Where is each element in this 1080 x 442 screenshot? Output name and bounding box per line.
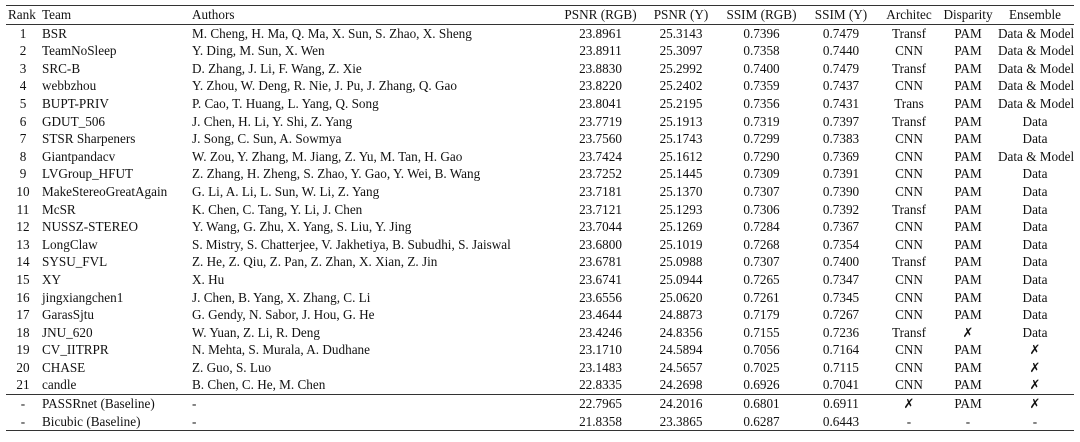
cell-authors: Z. Guo, S. Luo <box>192 359 272 375</box>
cell-ssim-rgb: 0.7268 <box>743 236 780 252</box>
cell-architecture: CNN <box>895 43 923 59</box>
cell-psnr-y: 25.0988 <box>659 254 703 270</box>
cell-psnr-y: 25.1612 <box>659 148 703 164</box>
cell-rank: 12 <box>16 219 30 235</box>
cell-rank: 4 <box>19 78 27 94</box>
cell-rank: 21 <box>16 377 30 393</box>
cell-disparity: ✗ <box>962 324 974 340</box>
cell-ssim-rgb: 0.7319 <box>743 113 780 129</box>
header-rank: Rank <box>6 6 40 25</box>
cell-ensemble: Data <box>1022 131 1048 147</box>
cell-ssim-y: 0.7397 <box>822 113 860 129</box>
table-row <box>6 113 1074 131</box>
cell-disparity: PAM <box>954 201 982 217</box>
cell-ssim-rgb: 0.7179 <box>743 307 780 323</box>
cell-psnr-y: 25.2402 <box>659 78 703 94</box>
cell-rank: 16 <box>16 289 30 305</box>
cell-rank: 11 <box>16 201 30 217</box>
table-row <box>6 289 1074 307</box>
baseline-row <box>6 395 1074 413</box>
cell-rank: 18 <box>16 324 30 340</box>
cell-team: Giantpandacv <box>42 148 116 164</box>
cell-ensemble: Data <box>1022 236 1048 252</box>
cell-rank: 6 <box>19 113 27 129</box>
cell-architecture: CNN <box>895 148 923 164</box>
cell-team: Bicubic (Baseline) <box>42 413 141 429</box>
table-row <box>6 95 1074 113</box>
cell-ssim-y: 0.7369 <box>822 148 860 164</box>
table-row <box>6 341 1074 359</box>
cell-disparity: PAM <box>954 183 982 199</box>
cell-ensemble: ✗ <box>1029 359 1041 375</box>
cell-psnr-rgb: 23.6781 <box>579 254 622 270</box>
cell-disparity: PAM <box>954 78 982 94</box>
cell-ssim-rgb: 0.7299 <box>743 131 780 147</box>
cell-authors: Y. Ding, M. Sun, X. Wen <box>192 43 325 59</box>
cell-ssim-y: 0.7115 <box>823 359 859 375</box>
cell-psnr-y: 25.1913 <box>659 113 703 129</box>
cell-ssim-rgb: 0.7056 <box>743 342 780 358</box>
cell-ensemble: Data & Model <box>998 78 1074 94</box>
cell-rank: 19 <box>16 342 30 358</box>
header-ensemble: Ensemble <box>996 6 1074 25</box>
cell-rank: 2 <box>19 43 27 59</box>
table-row <box>6 253 1074 271</box>
cell-team: GarasSjtu <box>42 307 95 323</box>
cell-ensemble: Data & Model <box>998 95 1074 111</box>
cell-architecture: CNN <box>895 183 923 199</box>
cell-psnr-rgb: 23.8220 <box>579 78 622 94</box>
cell-ssim-rgb: 0.7307 <box>743 183 780 199</box>
cell-psnr-rgb: 23.4644 <box>579 307 622 323</box>
cell-ssim-rgb: 0.7306 <box>743 201 780 217</box>
cell-team: CHASE <box>42 359 86 375</box>
cell-architecture: Trans <box>894 95 924 111</box>
cell-authors: Z. Zhang, H. Zheng, S. Zhao, Y. Gao, Y. Wei, B. Wang <box>192 166 481 182</box>
cell-team: JNU_620 <box>42 324 93 340</box>
cell-ssim-y: 0.7437 <box>822 78 860 94</box>
cell-psnr-y: 25.1269 <box>659 219 703 235</box>
cell-architecture: Transf <box>892 324 926 340</box>
results-table <box>6 5 1074 431</box>
cell-ssim-y: 0.6443 <box>822 413 860 429</box>
cell-disparity: - <box>965 413 971 429</box>
cell-psnr-y: 25.3143 <box>659 25 703 41</box>
cell-authors: - <box>190 395 558 413</box>
header-architecture: Architec <box>878 6 940 25</box>
table-row <box>6 359 1074 377</box>
cell-team: candle <box>42 377 77 393</box>
table-row <box>6 60 1074 78</box>
cell-rank: 14 <box>16 254 30 270</box>
cell-ensemble: Data <box>1022 254 1048 270</box>
table-row <box>6 42 1074 60</box>
cell-psnr-rgb: 23.8041 <box>579 95 622 111</box>
cell-rank: 1 <box>19 25 27 41</box>
cell-architecture: CNN <box>895 131 923 147</box>
cell-ssim-y: 0.7440 <box>822 43 860 59</box>
cell-ssim-y: 0.7345 <box>822 289 860 305</box>
cell-rank: 5 <box>19 95 27 111</box>
cell-team: SYSU_FVL <box>42 254 108 270</box>
cell-disparity: PAM <box>954 131 982 147</box>
cell-architecture: Transf <box>892 25 926 41</box>
header-row <box>6 6 1074 25</box>
cell-architecture: - <box>906 413 912 429</box>
cell-team: webbzhou <box>42 78 97 94</box>
cell-ensemble: Data <box>1022 289 1048 305</box>
cell-architecture: CNN <box>895 359 923 375</box>
cell-ensemble: Data & Model <box>998 148 1074 164</box>
cell-team: jingxiangchen1 <box>42 289 124 305</box>
cell-psnr-rgb: 21.8358 <box>579 413 622 429</box>
cell-rank: 9 <box>19 166 27 182</box>
cell-psnr-rgb: 23.6741 <box>579 271 622 287</box>
cell-ensemble: Data <box>1022 166 1048 182</box>
cell-rank: 13 <box>16 236 30 252</box>
cell-disparity: PAM <box>954 166 982 182</box>
cell-ensemble: Data & Model <box>998 25 1074 41</box>
table-row <box>6 271 1074 289</box>
cell-ssim-y: 0.7347 <box>822 271 860 287</box>
cell-psnr-rgb: 23.7044 <box>579 219 622 235</box>
cell-psnr-y: 23.3865 <box>659 413 703 429</box>
cell-psnr-y: 25.0944 <box>659 271 703 287</box>
cell-ssim-rgb: 0.7290 <box>743 148 780 164</box>
cell-team: MakeStereoGreatAgain <box>42 183 168 199</box>
cell-psnr-rgb: 23.1710 <box>579 342 622 358</box>
baseline-row <box>6 413 1074 431</box>
cell-authors: N. Mehta, S. Murala, A. Dudhane <box>192 342 370 358</box>
cell-authors: X. Hu <box>192 271 225 287</box>
cell-disparity: PAM <box>954 95 982 111</box>
cell-psnr-y: 25.1370 <box>659 183 703 199</box>
cell-authors: Z. He, Z. Qiu, Z. Pan, Z. Zhan, X. Xian, Z. Jin <box>192 254 438 270</box>
cell-psnr-rgb: 23.7252 <box>579 166 622 182</box>
header-ssim-rgb: SSIM (RGB) <box>719 6 804 25</box>
table-row <box>6 165 1074 183</box>
cell-authors: G. Li, A. Li, L. Sun, W. Li, Z. Yang <box>192 183 380 199</box>
cell-ssim-rgb: 0.7400 <box>743 60 780 76</box>
cell-psnr-rgb: 23.6800 <box>579 236 622 252</box>
cell-psnr-y: 25.1019 <box>659 236 703 252</box>
cell-ssim-y: 0.7479 <box>822 60 860 76</box>
cell-rank: 20 <box>16 359 30 375</box>
header-authors: Authors <box>190 6 558 25</box>
cell-ensemble: ✗ <box>996 395 1074 413</box>
cell-disparity: PAM <box>954 289 982 305</box>
table-row <box>6 201 1074 219</box>
cell-architecture: CNN <box>895 271 923 287</box>
cell-authors: B. Chen, C. He, M. Chen <box>192 377 326 393</box>
cell-authors: Y. Wang, G. Zhu, X. Yang, S. Liu, Y. Jing <box>192 219 412 235</box>
cell-psnr-rgb: 23.7560 <box>579 131 622 147</box>
cell-disparity: PAM <box>954 219 982 235</box>
header-psnr-rgb: PSNR (RGB) <box>558 6 643 25</box>
table-row <box>6 24 1074 42</box>
cell-ensemble: Data <box>1022 324 1048 340</box>
cell-disparity: PAM <box>954 342 982 358</box>
cell-ensemble: Data & Model <box>998 60 1074 76</box>
cell-disparity: PAM <box>954 148 982 164</box>
cell-architecture: CNN <box>895 342 923 358</box>
cell-team: GDUT_506 <box>42 113 106 129</box>
cell-psnr-y: 25.0620 <box>659 289 703 305</box>
cell-ensemble: ✗ <box>1029 377 1041 393</box>
cell-psnr-rgb: 23.8830 <box>579 60 622 76</box>
cell-authors: P. Cao, T. Huang, L. Yang, Q. Song <box>192 95 379 111</box>
cell-authors: D. Zhang, J. Li, F. Wang, Z. Xie <box>192 60 362 76</box>
cell-ssim-rgb: 0.7309 <box>743 166 780 182</box>
cell-team: BSR <box>42 25 67 41</box>
cell-architecture: Transf <box>892 201 926 217</box>
cell-ensemble: Data <box>1022 307 1048 323</box>
cell-psnr-y: 25.2195 <box>659 95 703 111</box>
cell-disparity: PAM <box>954 271 982 287</box>
cell-ssim-rgb: 0.6287 <box>743 413 780 429</box>
table-row <box>6 148 1074 166</box>
cell-psnr-rgb: 23.7181 <box>579 183 622 199</box>
cell-ssim-y: 0.7354 <box>822 236 860 252</box>
cell-rank: 17 <box>16 307 30 323</box>
cell-ensemble: ✗ <box>1029 342 1041 358</box>
cell-team: TeamNoSleep <box>42 43 117 59</box>
cell-psnr-rgb: 22.7965 <box>558 395 643 413</box>
cell-ensemble: Data <box>1022 183 1048 199</box>
cell-disparity: PAM <box>954 236 982 252</box>
cell-rank: - <box>20 413 26 429</box>
cell-ensemble: - <box>1032 413 1038 429</box>
cell-psnr-y: 24.5657 <box>659 359 703 375</box>
cell-ssim-rgb: 0.6801 <box>719 395 804 413</box>
cell-rank: - <box>6 395 40 413</box>
cell-disparity: PAM <box>954 113 982 129</box>
cell-team: STSR Sharpeners <box>42 131 136 147</box>
cell-authors: S. Mistry, S. Chatterjee, V. Jakhetiya, B. Subudhi, S. Jaiswal <box>192 236 511 252</box>
cell-ensemble: Data <box>1022 271 1048 287</box>
cell-disparity: PAM <box>954 60 982 76</box>
cell-rank: 7 <box>19 131 27 147</box>
cell-disparity: PAM <box>954 43 982 59</box>
cell-ssim-y: 0.6911 <box>804 395 878 413</box>
cell-psnr-rgb: 23.7121 <box>579 201 622 217</box>
cell-ssim-rgb: 0.7265 <box>743 271 780 287</box>
cell-architecture: Transf <box>892 60 926 76</box>
cell-rank: 10 <box>16 183 30 199</box>
cell-psnr-y: 25.1445 <box>659 166 703 182</box>
cell-ssim-y: 0.7236 <box>822 324 860 340</box>
cell-rank: 8 <box>19 148 27 164</box>
cell-authors: J. Chen, B. Yang, X. Zhang, C. Li <box>192 289 371 305</box>
cell-ssim-y: 0.7383 <box>822 131 860 147</box>
cell-ssim-y: 0.7367 <box>822 219 860 235</box>
cell-architecture: CNN <box>895 377 923 393</box>
cell-psnr-rgb: 23.4246 <box>579 324 622 340</box>
table-body <box>6 24 1074 431</box>
cell-architecture: Transf <box>892 113 926 129</box>
cell-authors: - <box>192 413 197 429</box>
cell-ssim-y: 0.7392 <box>822 201 860 217</box>
cell-ssim-rgb: 0.6926 <box>743 377 780 393</box>
cell-authors: J. Song, C. Sun, A. Sowmya <box>192 131 342 147</box>
cell-psnr-y: 24.8356 <box>659 324 703 340</box>
table-row <box>6 77 1074 95</box>
header-ssim-y: SSIM (Y) <box>804 6 878 25</box>
cell-team: LVGroup_HFUT <box>42 166 134 182</box>
cell-psnr-y: 25.2992 <box>659 60 703 76</box>
cell-psnr-y: 24.8873 <box>659 307 703 323</box>
cell-ensemble: Data & Model <box>998 43 1074 59</box>
table-row <box>6 218 1074 236</box>
cell-psnr-rgb: 22.8335 <box>579 377 622 393</box>
cell-team: McSR <box>42 201 76 217</box>
cell-ssim-rgb: 0.7261 <box>743 289 780 305</box>
cell-architecture: CNN <box>895 307 923 323</box>
cell-psnr-rgb: 23.7424 <box>579 148 622 164</box>
cell-ssim-y: 0.7267 <box>822 307 860 323</box>
cell-architecture: CNN <box>895 219 923 235</box>
cell-ensemble: Data <box>1022 219 1048 235</box>
cell-authors: Y. Zhou, W. Deng, R. Nie, J. Pu, J. Zhang, Q. Gao <box>192 78 457 94</box>
cell-authors: W. Zou, Y. Zhang, M. Jiang, Z. Yu, M. Tan, H. Gao <box>192 148 463 164</box>
table-row <box>6 376 1074 394</box>
cell-psnr-rgb: 23.1483 <box>579 359 622 375</box>
cell-ssim-rgb: 0.7307 <box>743 254 780 270</box>
cell-authors: J. Chen, H. Li, Y. Shi, Z. Yang <box>192 113 353 129</box>
cell-disparity: PAM <box>940 395 996 413</box>
cell-authors: M. Cheng, H. Ma, Q. Ma, X. Sun, S. Zhao, X. Sheng <box>192 25 472 41</box>
cell-psnr-y: 25.3097 <box>659 43 703 59</box>
cell-rank: 3 <box>19 60 27 76</box>
cell-team: XY <box>42 271 62 287</box>
cell-ssim-y: 0.7390 <box>822 183 860 199</box>
cell-ssim-rgb: 0.7025 <box>743 359 780 375</box>
cell-ssim-y: 0.7431 <box>822 95 860 111</box>
cell-ssim-y: 0.7391 <box>822 166 860 182</box>
cell-psnr-y: 25.1743 <box>659 131 703 147</box>
cell-disparity: PAM <box>954 254 982 270</box>
header-disparity: Disparity <box>940 6 996 25</box>
cell-psnr-rgb: 23.7719 <box>579 113 622 129</box>
cell-authors: W. Yuan, Z. Li, R. Deng <box>192 324 320 340</box>
cell-ensemble: Data <box>1022 201 1048 217</box>
cell-ssim-y: 0.7041 <box>822 377 860 393</box>
cell-psnr-y: 24.2016 <box>643 395 719 413</box>
cell-ssim-rgb: 0.7396 <box>743 25 780 41</box>
cell-disparity: PAM <box>954 359 982 375</box>
cell-ssim-y: 0.7400 <box>822 254 860 270</box>
cell-psnr-rgb: 23.8911 <box>579 43 622 59</box>
cell-team: LongClaw <box>42 236 98 252</box>
cell-architecture: CNN <box>895 78 923 94</box>
cell-ssim-rgb: 0.7284 <box>743 219 780 235</box>
cell-ssim-rgb: 0.7358 <box>743 43 780 59</box>
cell-ssim-rgb: 0.7356 <box>743 95 780 111</box>
cell-architecture: CNN <box>895 236 923 252</box>
table-row <box>6 324 1074 342</box>
cell-team: PASSRnet (Baseline) <box>40 395 190 413</box>
header-team: Team <box>40 6 190 25</box>
cell-ssim-y: 0.7164 <box>822 342 860 358</box>
cell-team: BUPT-PRIV <box>42 95 109 111</box>
table-header <box>6 6 1074 25</box>
cell-authors: G. Gendy, N. Sabor, J. Hou, G. He <box>192 307 375 323</box>
header-psnr-y: PSNR (Y) <box>643 6 719 25</box>
cell-authors: K. Chen, C. Tang, Y. Li, J. Chen <box>192 201 363 217</box>
cell-architecture: ✗ <box>878 395 940 413</box>
cell-psnr-y: 24.5894 <box>659 342 703 358</box>
table-row <box>6 183 1074 201</box>
cell-psnr-y: 24.2698 <box>659 377 703 393</box>
cell-psnr-rgb: 23.8961 <box>579 25 622 41</box>
cell-psnr-rgb: 23.6556 <box>579 289 622 305</box>
cell-disparity: PAM <box>954 25 982 41</box>
table-row <box>6 130 1074 148</box>
cell-disparity: PAM <box>954 377 982 393</box>
cell-architecture: CNN <box>895 166 923 182</box>
cell-ssim-rgb: 0.7359 <box>743 78 780 94</box>
cell-architecture: CNN <box>895 289 923 305</box>
cell-team: SRC-B <box>42 60 81 76</box>
cell-team: CV_IITRPR <box>42 342 109 358</box>
cell-architecture: Transf <box>892 254 926 270</box>
cell-disparity: PAM <box>954 307 982 323</box>
cell-ensemble: Data <box>1022 113 1048 129</box>
table-row <box>6 236 1074 254</box>
cell-rank: 15 <box>16 271 30 287</box>
cell-team: NUSSZ-STEREO <box>42 219 138 235</box>
cell-ssim-y: 0.7479 <box>822 25 860 41</box>
table-row <box>6 306 1074 324</box>
cell-ssim-rgb: 0.7155 <box>743 324 780 340</box>
cell-psnr-y: 25.1293 <box>659 201 703 217</box>
